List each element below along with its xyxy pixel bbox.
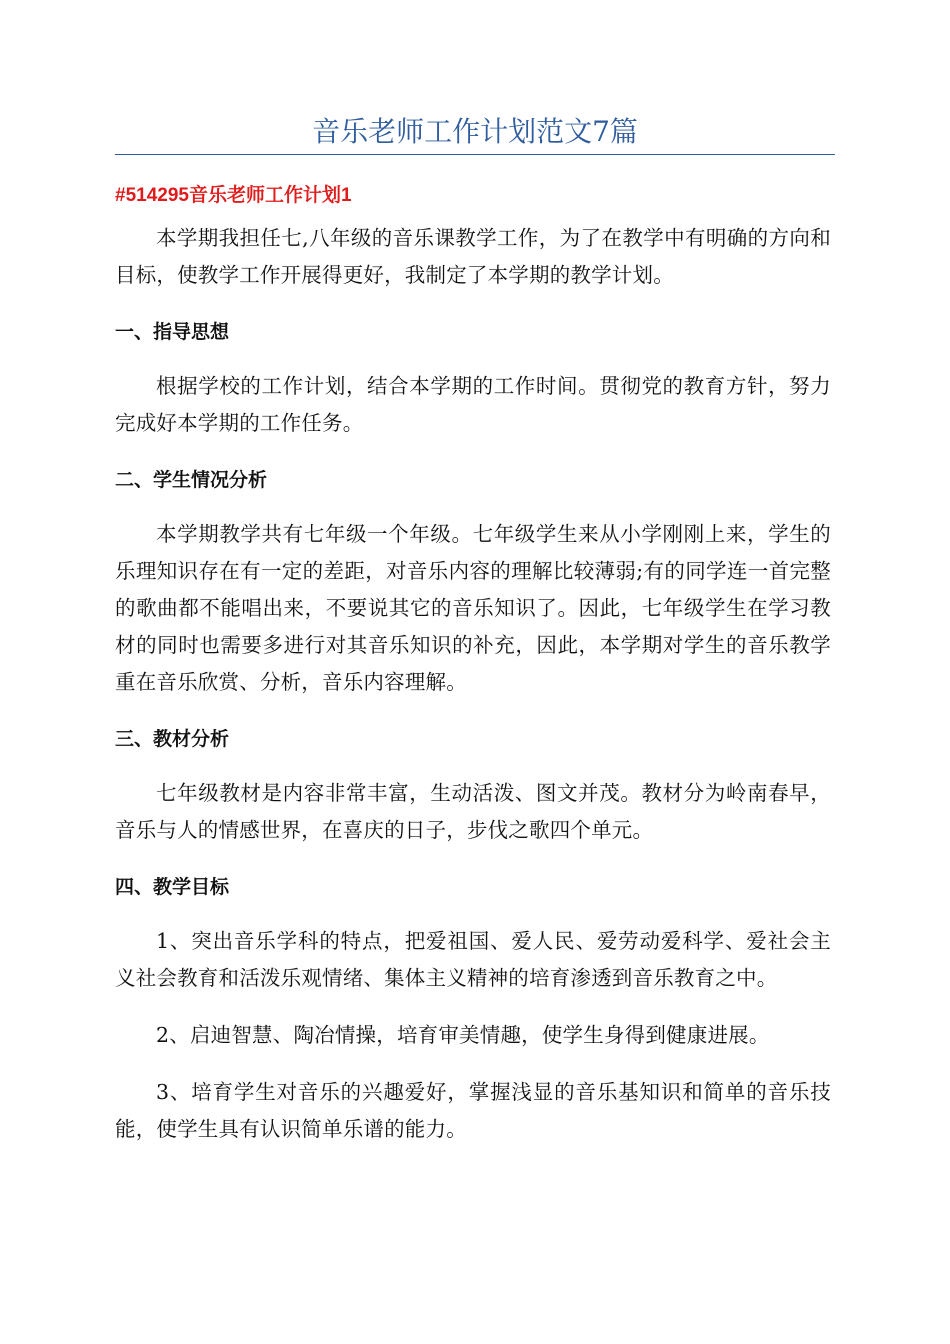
section-heading-textbook-analysis: 三、教材分析: [115, 728, 230, 750]
paragraph-teaching-goal-3: 3、培育学生对音乐的兴趣爱好，掌握浅显的音乐基知识和简单的音乐技能，使学生具有认识简单乐谱的能力。: [115, 1080, 831, 1141]
document-title: 音乐老师工作计划范文7篇: [312, 115, 638, 148]
section-heading-guiding-ideology: 一、指导思想: [115, 321, 230, 343]
section-heading-student-analysis: 二、学生情况分析: [115, 469, 268, 491]
section-heading-teaching-goals: 四、教学目标: [115, 876, 230, 898]
paragraph-teaching-goal-1: 1、突出音乐学科的特点，把爱祖国、爱人民、爱劳动爱科学、爱社会主义社会教育和活泼乐观情绪、集体主义精神的培育渗透到音乐教育之中。: [115, 929, 831, 990]
intro-paragraph: 本学期我担任七,八年级的音乐课教学工作，为了在教学中有明确的方向和目标，使教学工作开展得更好，我制定了本学期的教学计划。: [115, 226, 831, 287]
paragraph-student-analysis: 本学期教学共有七年级一个年级。七年级学生来从小学刚刚上来，学生的乐理知识存在有一定的差距，对音乐内容的理解比较薄弱;有的同学连一首完整的歌曲都不能唱出来，不要说其它的音乐知识了。因此，七年级学生在学习教材的同时也需要多进行对其音乐知识的补充，因此，本学期对学生的音乐教学重在音乐欣赏、分析，音乐内容理解。: [115, 522, 831, 694]
paragraph-teaching-goal-2: 2、启迪智慧、陶冶情操，培育审美情趣，使学生身得到健康进展。: [156, 1023, 770, 1047]
paragraph-textbook-analysis: 七年级教材是内容非常丰富，生动活泼、图文并茂。教材分为岭南春早，音乐与人的情感世界，在喜庆的日子，步伐之歌四个单元。: [115, 781, 831, 842]
document-body: [115, 176, 831, 1168]
section-title: #514295音乐老师工作计划1: [115, 185, 352, 206]
title-underline: [115, 154, 835, 155]
paragraph-guiding-ideology: 根据学校的工作计划，结合本学期的工作时间。贯彻党的教育方针，努力完成好本学期的工作任务。: [115, 374, 831, 435]
